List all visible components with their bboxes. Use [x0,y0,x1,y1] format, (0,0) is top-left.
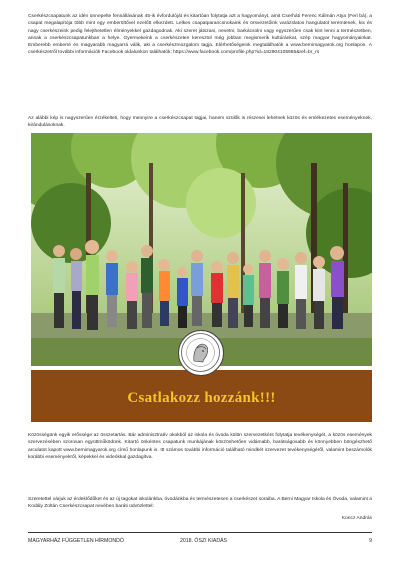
footer-publication: MAGYARHÁZ FÜGGETLEN HÍRMONDÓ [28,538,124,544]
photo-note-paragraph: Az alábbi kép is nagyszerűen érzékelteti, hogy mennyire a cserkészcsapat tagjai, hanem szülők is részesei lehetnek közös és emlékezetes eseményeknek, kirándulásoknak. [28,116,372,129]
community-paragraph: Közösségünk egyik erőssége az összetartás. Bár adminisztratív okokból az iskola és óvoda külön szervezetként folytatja tevékenységét, a közös események szervezésében szorosan együttműködünk. Kitartó önkéntes csapatunk munkájának köszönhetően vidámabb, barátságosabb és könnyebben böngészhető arculatot kapott www.bernimagyarok.org című honlapunk is. Itt számos további információ található mindkét szervezet tevékenységéről, valamint beszámolók korábbi eseményekről, képekkel és videókkal gazdagítva. [28,433,372,460]
welcome-paragraph: Szeretettel várjuk az érdeklődőket és az új tagokat iskolánkba, óvodánkba és természetesen a cserkészet soraiba. A Berni Magyar Iskola és Óvoda, valamint a Kodály Zoltán Cserkészcsapat nevében baráti üdvözlettel: [28,497,372,510]
scout-emblem-icon [179,331,222,374]
footer-divider [28,532,372,533]
join-us-text: Csatlakozz hozzánk!!! [127,390,276,406]
join-us-banner [31,370,372,422]
page-number: 9 [369,538,372,544]
scout-logo [178,330,224,376]
intro-paragraph: Cserkészcsapatunk az idén ünnepelte fennállásának 45-ik évfordulóját és kitartóan folytatja azt a hagyományt, amit Cserháti Ferenc Kálmán Atya (Feri bá), a csapat megalapítója több mint egy emberöltővel ezelőtt elkezdett. Lelkes csapatparancsnokaink és örsvezetőink varázslatos hangulatot teremtenek, kis és nagy cserkészeink pedig felejthetetlen élményekkel gazdagodnak. Aki szeret játszani, nevetni, barkácsolni vagy egyszerűen csak kint lenni a természetben, annak a cserkészcsapatunkban a helye. Gyermekeink a cserkészeten keresztül még jobban megismerik kultúránkat, szép magyar hagyományainkat. Emberebb emberré és magyarabb magyarrá válik, aki a cserkészmozgalom tagja. Elérhetőségeink megtalálhatók a www.bernimagyarok.org honlapon. A cserkészetről további információk Facebook oldalunkon találhatók: https://www.facebook.com/profile.php?id=182904105965&ref=br_rs [28,14,372,56]
footer-edition: 2018. ŐSZI KIADÁS [180,538,227,544]
signature: Koncz András [341,516,372,521]
